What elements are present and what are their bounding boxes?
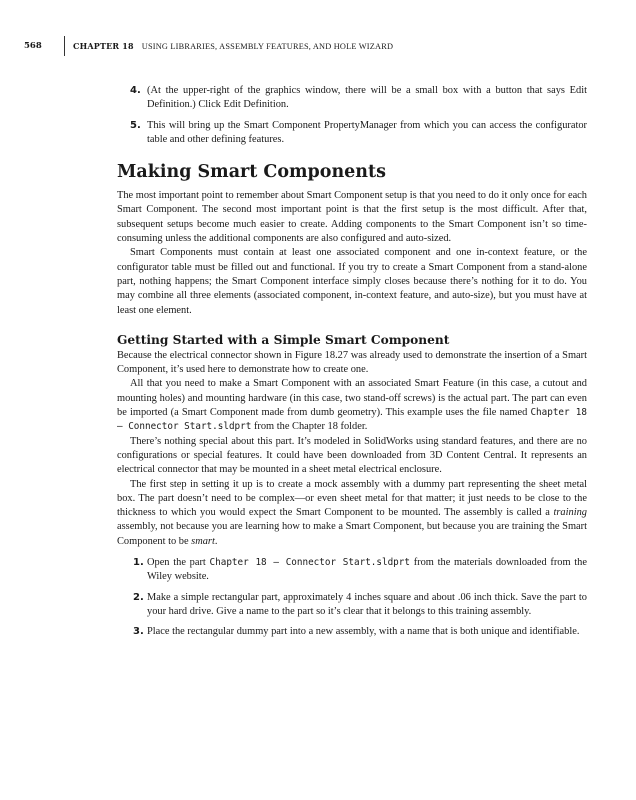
paragraph: The most important point to remember about Smart Component setup is that you need to do it only once for each Smart Component. The second most important point is that the first setup is the most difficult. After that, subsequent setups become much easier to create. Adding components to the Smart Component isn’t so time-consuming unless the additional components are also configured and auto-sized. xyxy=(117,190,587,245)
section-heading: Making Smart Components xyxy=(117,162,386,183)
text-run: assembly, not because you are learning how to make a Smart Component, but because you are training the Smart Component to be xyxy=(117,521,587,547)
text-run: All that you need to make a Smart Component with an associated Smart Feature (in this case, a cutout and mounting holes) and mounting hardware (in this case, two stand-off screws) is the actual part. The part can even be imported (a Smart Component made from dumb geometry). This example uses the file named xyxy=(117,378,587,419)
list-item xyxy=(117,591,587,620)
list-number: 2. xyxy=(133,591,144,603)
list-item xyxy=(117,625,587,639)
chapter-label: CHAPTER 18 xyxy=(73,41,134,51)
emphasis: training xyxy=(553,507,587,519)
file-name: Chapter 18 – Connector Start.sldprt xyxy=(117,407,587,433)
subsection-heading: Getting Started with a Simple Smart Component xyxy=(117,332,450,347)
page-number: 568 xyxy=(24,41,42,51)
text-run: . xyxy=(214,535,218,547)
list-text: Place the rectangular dummy part into a new assembly, with a name that is both unique and identifiable. xyxy=(147,626,580,638)
list-item xyxy=(117,84,587,113)
list-number: 5. xyxy=(130,119,141,131)
header-divider xyxy=(64,36,65,56)
list-text: (At the upper-right of the graphics window, there will be a small box with a button that says Edit Definition.) Click Edit Definition. xyxy=(147,85,587,111)
list-number: 1. xyxy=(133,557,144,569)
emphasis: smart xyxy=(191,535,215,547)
text-run: Open the part xyxy=(147,557,210,569)
numbered-list xyxy=(117,556,587,639)
text-run: from the materials downloaded from the Wiley website. xyxy=(147,557,587,583)
list-item xyxy=(117,119,587,148)
text-run: from the Chapter 18 folder. xyxy=(251,421,368,433)
paragraph xyxy=(117,377,587,434)
paragraph: Smart Components must contain at least one associated component and one in-context feature, or the configurator table must be filled out and functional. If you try to create a Smart Component from a stand-alone part, nothing happens; the Smart Component interface simply closes because there’s nothing for it to do. You may combine all three elements (associated component, in-context feature, and auto-size), but you must have at least one element. xyxy=(117,247,587,316)
list-item xyxy=(117,556,587,585)
paragraph: There’s nothing special about this part. It’s modeled in SolidWorks using standard features, and there are no configurations or special features. It could have been downloaded from 3D Content Central. It represents an electrical connector that may be mounted in a sheet metal electrical enclosure. xyxy=(117,435,587,476)
paragraph: Because the electrical connector shown in Figure 18.27 was already used to demonstrate the insertion of a Smart Component, it’s used here to demonstrate how to create one. xyxy=(117,349,587,376)
list-number: 4. xyxy=(130,85,141,96)
chapter-title: USING LIBRARIES, ASSEMBLY FEATURES, AND HOLE WIZARD xyxy=(141,41,394,51)
paragraph xyxy=(117,478,587,549)
file-name: Chapter 18 – Connector Start.sldprt xyxy=(209,557,410,569)
running-header xyxy=(24,36,393,56)
list-text: This will bring up the Smart Component PropertyManager from which you can access the configurator table and other defining features. xyxy=(147,119,587,145)
text-run: The first step in setting it up is to create a mock assembly with a dummy part representing the sheet metal box. The part doesn’t need to be complex—or even sheet metal for that matter; it just needs to be close to the thickness to which you would expect the Smart Component to be mounted. The assembly is called a xyxy=(117,478,587,519)
page-body xyxy=(117,84,587,646)
list-text: Make a simple rectangular part, approximately 4 inches square and about .06 inch thick. Save the part to your hard drive. Give a name to the part so it’s clear that it belongs to this training assembly. xyxy=(147,591,587,617)
list-number: 3. xyxy=(133,626,144,638)
